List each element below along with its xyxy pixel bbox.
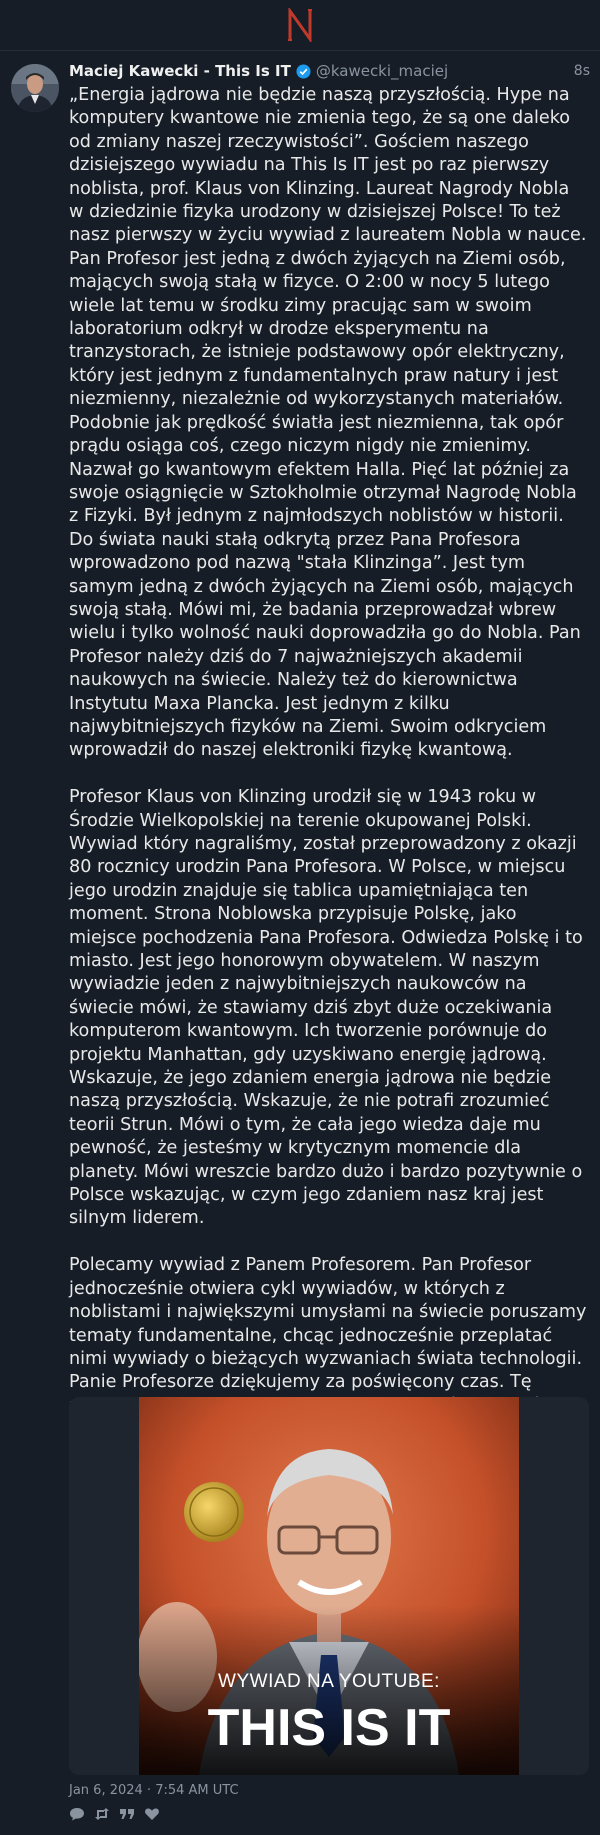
thumbnail-caption-small: WYWIAD NA YOUTUBE:: [218, 1671, 440, 1692]
nitter-logo[interactable]: [286, 8, 314, 42]
avatar[interactable]: [11, 64, 59, 112]
reply-icon[interactable]: [69, 1807, 85, 1821]
quote-icon[interactable]: [119, 1807, 135, 1821]
tweet-actions: [69, 1807, 160, 1821]
top-bar: [0, 0, 600, 51]
thumbnail-caption-big: THIS IS IT: [207, 1699, 451, 1757]
like-icon[interactable]: [144, 1807, 160, 1821]
tweet-content: [69, 84, 589, 1512]
tweet-paragraph: „Energia jądrowa nie będzie naszą przyszłością. Hype na komputery kwantowe nie zmienia tego, że są one daleko od zmiany naszej rzeczywistości”. Gościem naszego dzisiejszego wywiadu na This Is IT jest po raz pierwszy noblista, prof. Klaus von Klinzing. Laureat Nagrody Nobla w dziedzinie fizyka urodzony w dzisiejszej Polsce! To też nasz pierwszy w życiu wywiad z laureatem Nobla w nauce. Pan Profesor jest jedną z dwóch żyjących na Ziemi osób, mających swoją stałą w fizyce. O 2:00 w nocy 5 lutego wiele lat temu w środku zimy pracując sam w swoim laboratorium odkrył w drodze eksperymentu na tranzystorach, że istnieje podstawowy opór elektryczny, który jest jednym z fundamentalnych praw natury i jest niezmienny, niezależnie od wykorzystanych materiałów. Podobnie jak prędkość światła jest niezmienna, tak opór prądu osiąga coś, czego niczym nigdy nie zmienimy. Nazwał go kwantowym efektem Halla. Pięć lat później za swoje osiągnięcie w Sztokholmie otrzymał Nagrodę Nobla z Fizyki. Był jednym z najmłodszych noblistów w historii. Do świata nauki stałą odkrytą przez Pana Profesora wprowadzono pod nazwą "stała Klinzinga”. Jest tym samym jedną z dwóch żyjących na Ziemi osób, mających swoją stałą. Mówi mi, że badania przeprowadzał wbrew wielu i tylko wolność nauki doprowadziła go do Nobla. Pan Profesor należy dziś do 7 najważniejszych akademii naukowych na świecie. Należy też do kierownictwa Instytutu Maxa Plancka. Jest jednym z kilku najwybitniejszych fizyków na Ziemi. Swoim odkryciem wprowadził do naszej elektroniki fizykę kwantową.: [69, 85, 587, 761]
media-card[interactable]: [69, 1397, 589, 1775]
username[interactable]: @kawecki_maciej: [315, 62, 449, 80]
verified-badge-icon: [296, 64, 311, 79]
tweet-date[interactable]: Jan 6, 2024 · 7:54 AM UTC: [69, 1783, 239, 1798]
tweet-paragraph: Polecamy wywiad z Panem Profesorem. Pan Profesor jednocześnie otwiera cykl wywiadów, w których z noblistami i największymi umysłami na świecie poruszamy tematy fundamentalne, chcąc jednocześnie przeplatać nimi wywiady o bieżących wyzwaniach świata technologii. Panie Profesorze dziękujemy za poświęcony czas. Tę: [69, 1255, 587, 1393]
display-name[interactable]: Maciej Kawecki - This Is IT: [69, 62, 291, 80]
tweet-header: [69, 60, 590, 82]
retweet-icon[interactable]: [94, 1807, 110, 1821]
video-thumbnail[interactable]: [139, 1397, 519, 1775]
tweet-paragraph: Profesor Klaus von Klinzing urodził się w 1943 roku w Środzie Wielkopolskiej na terenie okupowanej Polski. Wywiad który nagraliśmy, został przeprowadzony z okazji 80 rocznicy urodzin Pana Profesora. W Polsce, w miejscu jego urodzin znajduje się tablica upamiętniająca ten moment. Strona Noblowska przypisuje Polskę, jako miejsce pochodzenia Pana Profesora. Odwiedza Polskę i to miasto. Jest jego honorowym obywatelem. W naszym wywiadzie jeden z najwybitniejszych naukowców na świecie mówi, że stawiamy dziś zbyt duże oczekiwania komputerom kwantowym. Ich tworzenie porównuje do projektu Manhattan, gdy uzyskiwano energię jądrową. Wskazuje, że jego zdaniem energia jądrowa nie będzie naszą przyszłością. Wskazuje, że nie potrafi zrozumieć teorii Strun. Mówi o tym, że cała jego wiedza daje mu pewność, że jesteśmy w krytycznym momencie dla planety. Mówi wreszcie bardzo dużo i bardzo pozytywnie o Polsce wskazując, w czym jego zdaniem nasz kraj jest silnym liderem.: [69, 787, 583, 1229]
tweet-time[interactable]: 8s: [573, 63, 590, 79]
